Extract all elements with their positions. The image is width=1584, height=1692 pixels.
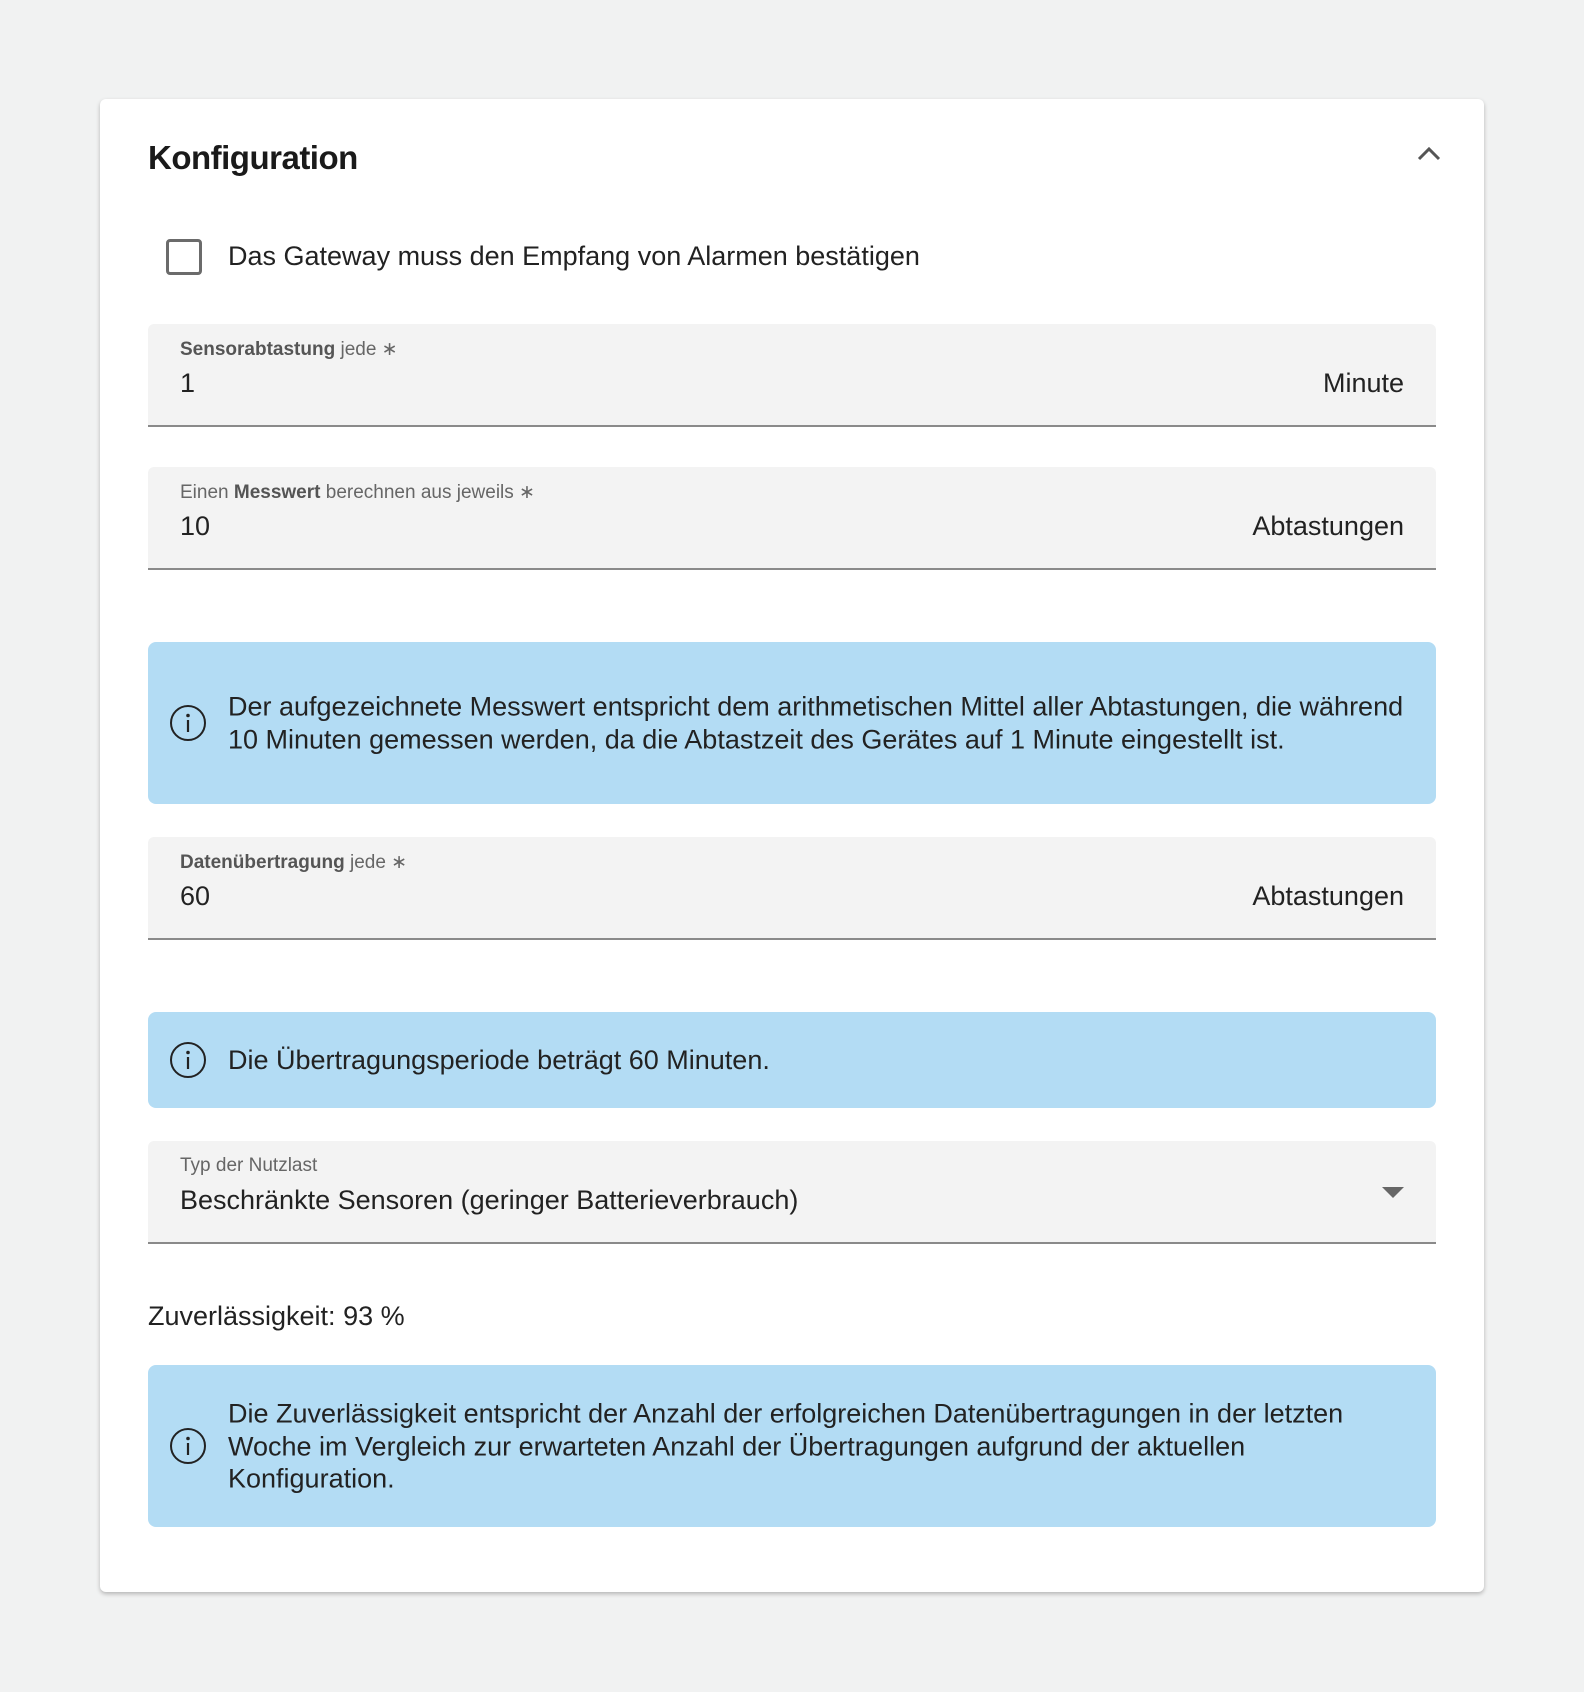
info-text: Die Zuverlässigkeit entspricht der Anzahl der erfolgreichen Datenübertragungen in der letzten Woche im Vergleich zur erwarteten Anzahl der Übertragungen aufgrund der aktuellen Konfiguration. bbox=[228, 1398, 1344, 1494]
gateway-ack-checkbox[interactable] bbox=[166, 239, 202, 275]
field-value[interactable]: 1 bbox=[180, 368, 196, 398]
field-label: Einen Messwert berechnen aus jeweils ∗ bbox=[180, 482, 535, 503]
info-icon bbox=[168, 703, 208, 743]
reliability-text: Zuverlässigkeit: 93 % bbox=[148, 1301, 405, 1331]
info-text: Der aufgezeichnete Messwert entspricht dem arithmetischen Mittel aller Abtastungen, die während 10 Minuten gemessen werden, da die Abtastzeit des Gerätes auf 1 Minute eingestellt ist. bbox=[228, 691, 1404, 754]
measurement-average-field[interactable] bbox=[148, 467, 1436, 570]
payload-type-select[interactable] bbox=[148, 1141, 1436, 1244]
info-box-transmission bbox=[148, 1012, 1436, 1108]
select-value[interactable]: Beschränkte Sensoren (geringer Batterieverbrauch) bbox=[180, 1185, 799, 1215]
field-value[interactable]: 60 bbox=[180, 881, 211, 911]
info-box-reliability bbox=[148, 1365, 1436, 1527]
field-label: Datenübertragung jede ∗ bbox=[180, 852, 408, 873]
info-icon bbox=[168, 1426, 208, 1466]
gateway-ack-label[interactable]: Das Gateway muss den Empfang von Alarmen bestätigen bbox=[228, 241, 920, 271]
field-value[interactable]: 10 bbox=[180, 511, 211, 541]
field-label: Sensorabtastung jede ∗ bbox=[180, 339, 398, 360]
sensor-sampling-field[interactable] bbox=[148, 324, 1436, 427]
dropdown-arrow-icon[interactable] bbox=[1382, 1187, 1404, 1198]
chevron-up-icon[interactable] bbox=[1414, 139, 1444, 169]
info-text: Die Übertragungsperiode beträgt 60 Minuten. bbox=[228, 1044, 770, 1075]
card-title: Konfiguration bbox=[148, 139, 358, 176]
field-unit: Abtastungen bbox=[1252, 881, 1404, 911]
field-unit: Abtastungen bbox=[1252, 511, 1404, 541]
configuration-card bbox=[100, 99, 1484, 1592]
field-label: Typ der Nutzlast bbox=[180, 1155, 318, 1176]
info-icon bbox=[168, 1040, 208, 1080]
data-transmission-field[interactable] bbox=[148, 837, 1436, 940]
info-box-measurement bbox=[148, 642, 1436, 804]
field-unit: Minute bbox=[1322, 368, 1404, 398]
